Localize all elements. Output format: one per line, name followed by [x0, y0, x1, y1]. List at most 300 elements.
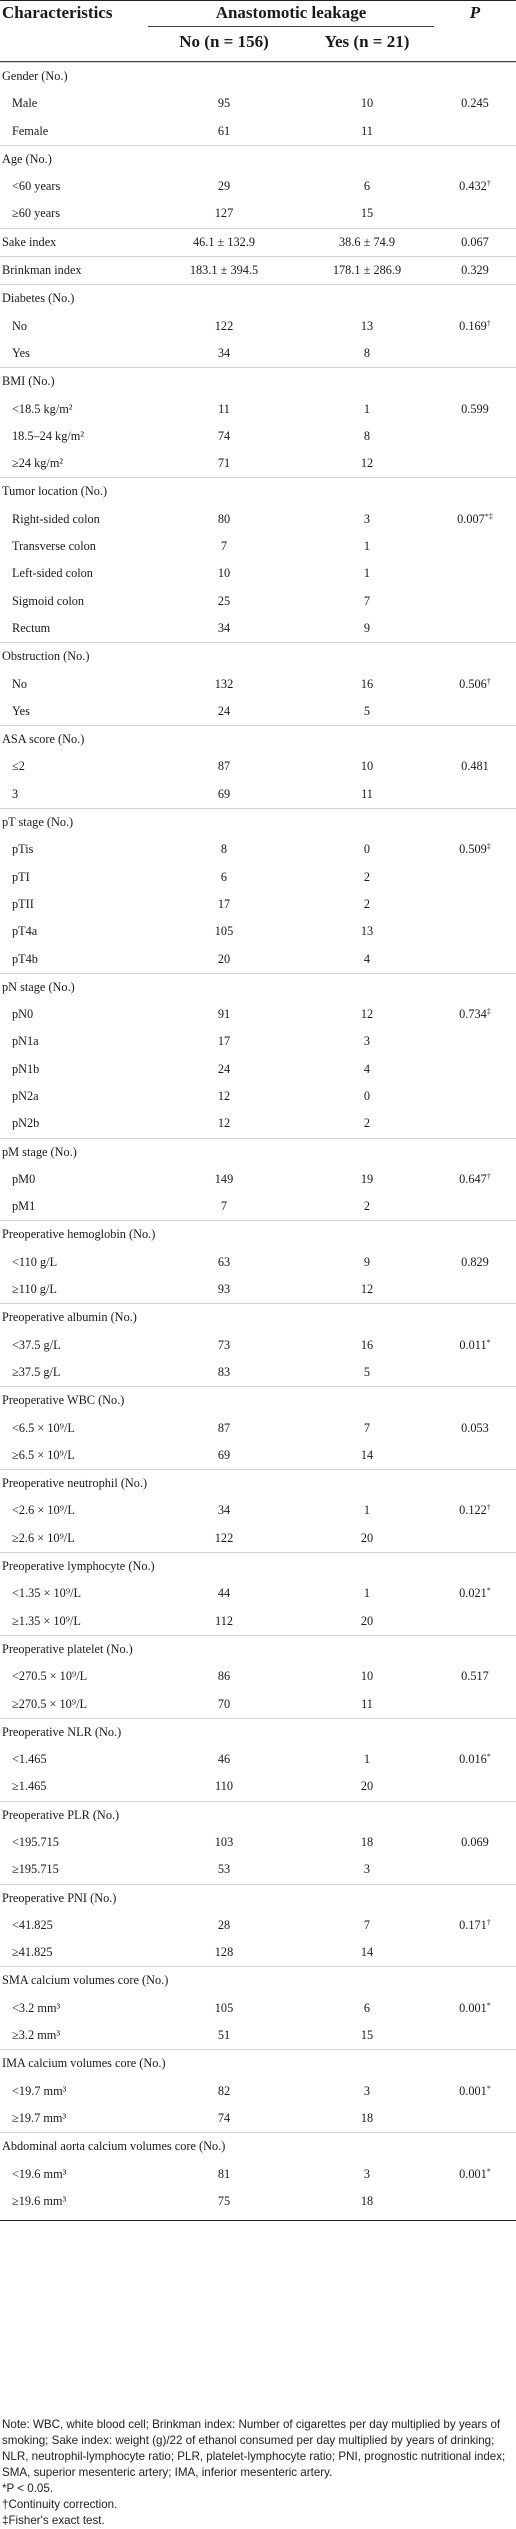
- table-row: [0, 1056, 516, 1083]
- cell-yes: 1: [363, 1586, 371, 1601]
- table-row: [0, 671, 516, 698]
- header-no: No (n = 156): [179, 32, 269, 51]
- table-row: [0, 533, 516, 560]
- table-section-row: [0, 1801, 516, 1829]
- cell-no: 28: [217, 1917, 231, 1932]
- cell-yes: 3: [363, 2166, 371, 2181]
- cell-p: [434, 1249, 516, 1276]
- cell-yes: 9: [363, 1254, 371, 1269]
- table-row: [0, 1193, 516, 1220]
- row-label: pM stage (No.): [2, 1144, 77, 1159]
- cell-no: 7: [220, 1199, 228, 1214]
- cell-yes: 13: [360, 924, 374, 939]
- footnote: †Continuity correction.: [2, 2498, 118, 2511]
- cell-no: 74: [217, 2110, 231, 2125]
- cell-p: [434, 506, 516, 533]
- table-row: [0, 1580, 516, 1607]
- table-row: [0, 1856, 516, 1883]
- cell-no: 87: [217, 759, 231, 774]
- cell-yes: 18: [360, 2193, 374, 2208]
- cell-no: 53: [217, 1862, 231, 1877]
- row-label: 3: [12, 786, 19, 801]
- cell-no: 29: [217, 179, 231, 194]
- cell-no: 80: [217, 511, 231, 526]
- p-value-footnote-mark: *: [486, 2083, 491, 2093]
- row-label: pT4b: [12, 951, 38, 966]
- cell-yes: 2: [363, 1199, 371, 1214]
- cell-no: 183.1 ± 394.5: [189, 263, 259, 278]
- cell-p: [434, 1415, 516, 1442]
- row-label: Female: [12, 123, 49, 138]
- cell-yes: 15: [360, 206, 374, 221]
- table-row: [0, 173, 516, 200]
- cell-p: [434, 1001, 516, 1028]
- table-section-row: [0, 256, 516, 284]
- cell-yes: 11: [361, 786, 373, 801]
- row-label: <18.5 kg/m²: [12, 401, 73, 416]
- p-value: 0.517: [461, 1669, 489, 1684]
- row-label: pN2a: [12, 1088, 39, 1103]
- table-section-row: [0, 1386, 516, 1414]
- cell-yes: 14: [360, 1447, 374, 1462]
- row-label: Sigmoid colon: [12, 593, 85, 608]
- p-value: 0.069: [461, 1835, 489, 1849]
- row-label: Male: [12, 96, 38, 111]
- row-label: Preoperative lymphocyte (No.): [2, 1559, 155, 1574]
- p-value: 0.011: [459, 1337, 487, 1352]
- table-row: [0, 1276, 516, 1303]
- table-row: [0, 2161, 516, 2188]
- cell-yes: 11: [361, 123, 373, 138]
- cell-no: 74: [217, 428, 231, 443]
- row-label: BMI (No.): [2, 374, 55, 389]
- p-value: 0.509: [459, 842, 487, 857]
- cell-no: 10: [217, 566, 231, 581]
- header-characteristics: Characteristics: [2, 3, 113, 22]
- cell-p: [434, 1746, 516, 1773]
- cell-yes: 5: [363, 1364, 371, 1379]
- table-header: [0, 0, 516, 62]
- cell-p: [434, 1166, 516, 1193]
- row-label: ≥195.715: [12, 1862, 59, 1877]
- cell-yes: 4: [363, 951, 371, 966]
- cell-p: [434, 1580, 516, 1607]
- p-value: 0.599: [461, 401, 489, 416]
- row-label: Preoperative NLR (No.): [2, 1724, 122, 1739]
- cell-yes: 3: [363, 2083, 371, 2098]
- cell-no: 110: [215, 1779, 233, 1794]
- cell-yes: 2: [363, 1116, 371, 1131]
- table-section-row: [0, 1220, 516, 1248]
- row-label: <270.5 × 10⁹/L: [12, 1669, 88, 1684]
- header-group-anastomotic-leakage: Anastomotic leakage: [215, 3, 367, 22]
- row-label: ≥6.5 × 10⁹/L: [12, 1447, 75, 1462]
- row-label: ≥19.6 mm³: [12, 2193, 67, 2208]
- p-value-footnote-mark: †: [486, 1917, 491, 1927]
- cell-yes: 8: [363, 345, 371, 360]
- table-row: [0, 918, 516, 945]
- table-row: [0, 698, 516, 725]
- cell-no: 86: [217, 1669, 231, 1684]
- row-label: pM0: [12, 1171, 36, 1186]
- table-row: [0, 753, 516, 780]
- p-value-footnote-mark: †: [486, 318, 491, 328]
- table-section-row: [0, 1469, 516, 1497]
- cell-p: [434, 836, 516, 863]
- row-label: pN1a: [12, 1034, 39, 1049]
- cell-yes: 18: [360, 2110, 374, 2125]
- p-value: 0.171: [459, 1917, 487, 1932]
- cell-yes: 7: [363, 1917, 371, 1932]
- table-row: [0, 1249, 516, 1276]
- cell-p: [434, 1829, 516, 1856]
- cell-p: [434, 753, 516, 780]
- row-label: ≥110 g/L: [12, 1282, 57, 1297]
- p-value: 0.001: [459, 2083, 487, 2098]
- p-value: 0.001: [459, 2000, 487, 2015]
- cell-no: 34: [217, 1503, 231, 1518]
- row-label: No: [12, 676, 28, 691]
- row-label: <41.825: [12, 1917, 53, 1932]
- row-label: Preoperative PLR (No.): [2, 1807, 120, 1822]
- table-row: [0, 1332, 516, 1359]
- row-label: <60 years: [12, 179, 61, 194]
- table-row: [0, 1746, 516, 1773]
- cell-p: [434, 1497, 516, 1524]
- row-label: pTI: [12, 869, 30, 884]
- table-row: [0, 506, 516, 533]
- row-label: <1.465: [12, 1752, 47, 1767]
- cell-yes: 18: [360, 1835, 374, 1849]
- cell-p: [434, 2161, 516, 2188]
- p-value: 0.053: [461, 1420, 489, 1435]
- row-label: Preoperative PNI (No.): [2, 1890, 117, 1905]
- p-value-footnote-mark: *: [486, 1586, 491, 1596]
- cell-yes: 3: [363, 1862, 371, 1877]
- table-row: [0, 1028, 516, 1055]
- cell-no: 83: [217, 1364, 231, 1379]
- table-row: [0, 2188, 516, 2215]
- cell-yes: 12: [360, 1007, 374, 1022]
- cell-yes: 10: [360, 759, 374, 774]
- table-section-row: [0, 1966, 516, 1994]
- table-row: [0, 1691, 516, 1718]
- table-row: [0, 1663, 516, 1690]
- table-bottom-rule: [0, 2220, 516, 2221]
- row-label: Left-sided colon: [12, 566, 93, 581]
- cell-p: [434, 396, 516, 423]
- cell-yes: 4: [363, 1061, 371, 1076]
- cell-p: [434, 229, 516, 256]
- table-section-row: [0, 284, 516, 312]
- cell-no: 128: [214, 1945, 234, 1960]
- table-section-row: [0, 228, 516, 256]
- table-section-row: [0, 1303, 516, 1331]
- row-label: ≥2.6 × 10⁹/L: [12, 1530, 75, 1545]
- row-label: ≥1.35 × 10⁹/L: [12, 1613, 81, 1628]
- cell-p: [434, 1995, 516, 2022]
- cell-no: 63: [217, 1254, 231, 1269]
- cell-no: 46.1 ± 132.9: [192, 234, 256, 249]
- cell-no: 87: [217, 1420, 231, 1435]
- table-row: [0, 118, 516, 145]
- cell-yes: 6: [363, 2000, 371, 2015]
- table-row: [0, 1083, 516, 1110]
- cell-no: 7: [220, 539, 228, 554]
- p-value-footnote-mark: †: [486, 1171, 491, 1181]
- row-label: pM1: [12, 1199, 36, 1214]
- p-value-footnote-mark: *: [486, 1752, 491, 1762]
- cell-no: 103: [214, 1835, 234, 1849]
- cell-yes: 3: [363, 1034, 371, 1049]
- cell-no: 122: [214, 1530, 234, 1545]
- cell-yes: 5: [363, 703, 371, 718]
- row-label: pT stage (No.): [2, 815, 74, 830]
- cell-yes: 178.1 ± 286.9: [332, 263, 402, 278]
- table-row: [0, 836, 516, 863]
- row-label: pN1b: [12, 1061, 40, 1076]
- row-label: Brinkman index: [2, 263, 82, 278]
- table-row: [0, 864, 516, 891]
- cell-no: 12: [217, 1088, 231, 1103]
- cell-no: 81: [217, 2166, 231, 2181]
- row-label: <6.5 × 10⁹/L: [12, 1420, 75, 1435]
- cell-p: [434, 1332, 516, 1359]
- cell-yes: 15: [360, 2028, 374, 2043]
- table-row: [0, 2022, 516, 2049]
- table-row: [0, 313, 516, 340]
- table-row: [0, 1525, 516, 1552]
- table-row: [0, 1442, 516, 1469]
- p-value-footnote-mark: †: [486, 179, 491, 189]
- cell-yes: 0: [363, 842, 371, 857]
- row-label: Gender (No.): [2, 69, 68, 83]
- table-section-row: [0, 1552, 516, 1580]
- row-label: <110 g/L: [12, 1254, 58, 1269]
- table-row: [0, 1497, 516, 1524]
- cell-yes: 12: [360, 456, 374, 471]
- row-label: <37.5 g/L: [12, 1337, 61, 1352]
- row-label: Tumor location (No.): [2, 484, 108, 499]
- row-label: Sake index: [2, 234, 57, 249]
- cell-no: 11: [218, 401, 230, 416]
- table-row: [0, 1995, 516, 2022]
- table-section-row: [0, 1718, 516, 1746]
- row-label: pT4a: [12, 924, 38, 939]
- cell-yes: 14: [360, 1945, 374, 1960]
- cell-p: [434, 671, 516, 698]
- row-label: ≥60 years: [12, 206, 61, 221]
- row-label: pN stage (No.): [2, 979, 75, 994]
- table-row: [0, 1829, 516, 1856]
- row-label: <19.6 mm³: [12, 2166, 67, 2181]
- header-p: P: [469, 3, 481, 22]
- table-row: [0, 891, 516, 918]
- cell-no: 34: [217, 345, 231, 360]
- cell-yes: 2: [363, 869, 371, 884]
- cell-no: 61: [217, 123, 231, 138]
- table-section-row: [0, 808, 516, 836]
- cell-p: [434, 257, 516, 284]
- row-label: Yes: [12, 703, 30, 718]
- cell-yes: 11: [361, 1696, 373, 1711]
- table-section-row: [0, 1138, 516, 1166]
- cell-no: 69: [217, 1447, 231, 1462]
- cell-yes: 20: [360, 1779, 374, 1794]
- table-row: [0, 340, 516, 367]
- cell-yes: 16: [360, 676, 374, 691]
- cell-yes: 20: [360, 1530, 374, 1545]
- row-label: Obstruction (No.): [2, 649, 90, 664]
- row-label: IMA calcium volumes core (No.): [2, 2056, 166, 2071]
- row-label: 18.5–24 kg/m²: [12, 428, 85, 443]
- row-label: Age (No.): [2, 151, 52, 166]
- cell-no: 51: [217, 2028, 231, 2043]
- table-section-row: [0, 642, 516, 670]
- cell-no: 8: [220, 842, 228, 857]
- p-value: 0.647: [459, 1171, 487, 1186]
- row-label: ≥3.2 mm³: [12, 2028, 61, 2043]
- cell-yes: 10: [360, 96, 374, 111]
- cell-no: 69: [217, 786, 231, 801]
- row-label: ≥41.825: [12, 1945, 53, 1960]
- table-section-row: [0, 725, 516, 753]
- row-label: <3.2 mm³: [12, 2000, 61, 2015]
- table-row: [0, 2078, 516, 2105]
- cell-no: 34: [217, 620, 231, 635]
- table-row: [0, 450, 516, 477]
- p-value: 0.067: [461, 234, 489, 249]
- p-value-footnote-mark: *: [486, 1337, 491, 1347]
- row-label: Abdominal aorta calcium volumes core (No.): [2, 2139, 226, 2154]
- cell-yes: 7: [363, 593, 371, 608]
- row-label: <19.7 mm³: [12, 2083, 67, 2098]
- table-row: [0, 2105, 516, 2132]
- p-value-footnote-mark: *: [486, 2166, 491, 2176]
- cell-p: [434, 1912, 516, 1939]
- table-row: [0, 588, 516, 615]
- p-value: 0.007: [457, 511, 485, 526]
- table-row: [0, 1110, 516, 1137]
- p-value-footnote-mark: †: [486, 1503, 491, 1513]
- table-row: [0, 1773, 516, 1800]
- table-section-row: [0, 973, 516, 1001]
- cell-no: 95: [217, 96, 231, 111]
- table-row: [0, 1939, 516, 1966]
- row-label: pTis: [12, 842, 34, 857]
- footnote: ‡Fisher's exact test.: [2, 2514, 105, 2527]
- table-row: [0, 200, 516, 227]
- p-value: 0.001: [459, 2166, 487, 2181]
- cell-no: 24: [217, 1061, 231, 1076]
- cell-p: [434, 313, 516, 340]
- cell-p: [434, 2078, 516, 2105]
- table-row: [0, 1415, 516, 1442]
- p-value: 0.021: [459, 1586, 487, 1601]
- cell-no: 75: [217, 2193, 231, 2208]
- cell-no: 17: [217, 896, 231, 911]
- cell-yes: 20: [360, 1613, 374, 1628]
- cell-no: 122: [214, 318, 234, 333]
- p-value: 0.329: [461, 263, 489, 278]
- table-row: [0, 1912, 516, 1939]
- cell-no: 70: [217, 1696, 231, 1711]
- table-section-row: [0, 2049, 516, 2077]
- cell-yes: 3: [363, 511, 371, 526]
- p-value-footnote-mark: ‡: [486, 1007, 491, 1017]
- row-label: pN0: [12, 1007, 34, 1022]
- row-label: ≥270.5 × 10⁹/L: [12, 1696, 88, 1711]
- cell-no: 149: [214, 1171, 234, 1186]
- cell-no: 127: [214, 206, 234, 221]
- cell-yes: 19: [360, 1171, 374, 1186]
- p-value: 0.245: [461, 96, 489, 111]
- row-label: SMA calcium volumes core (No.): [2, 1973, 169, 1988]
- p-value: 0.016: [459, 1752, 487, 1767]
- row-label: Preoperative WBC (No.): [2, 1393, 125, 1408]
- cell-no: 12: [217, 1116, 231, 1131]
- cell-yes: 1: [363, 401, 371, 416]
- row-label: Preoperative platelet (No.): [2, 1641, 133, 1656]
- cell-yes: 1: [363, 1752, 371, 1767]
- cell-no: 105: [214, 2000, 234, 2015]
- cell-no: 105: [214, 924, 234, 939]
- cell-no: 82: [217, 2083, 231, 2098]
- cell-yes: 10: [360, 1669, 374, 1684]
- header-yes: Yes (n = 21): [324, 32, 410, 51]
- p-value-footnote-mark: ‡: [486, 842, 491, 852]
- row-label: Preoperative neutrophil (No.): [2, 1476, 148, 1491]
- row-label: Preoperative albumin (No.): [2, 1310, 137, 1325]
- cell-no: 17: [217, 1034, 231, 1049]
- table-notes: [2, 2417, 512, 2529]
- table-row: [0, 1001, 516, 1028]
- table-section-row: [0, 62, 516, 90]
- row-label: Yes: [12, 345, 30, 360]
- table-row: [0, 396, 516, 423]
- table-row: [0, 1359, 516, 1386]
- cell-yes: 1: [363, 539, 371, 554]
- row-label: <2.6 × 10⁹/L: [12, 1503, 75, 1518]
- cell-no: 44: [217, 1586, 231, 1601]
- row-label: Transverse colon: [12, 539, 96, 554]
- cell-yes: 13: [360, 318, 374, 333]
- cell-no: 132: [214, 676, 234, 691]
- table-section-row: [0, 477, 516, 505]
- cell-no: 20: [217, 951, 231, 966]
- cell-no: 25: [217, 593, 231, 608]
- row-label: ASA score (No.): [2, 732, 85, 747]
- row-label: Preoperative hemoglobin (No.): [2, 1227, 156, 1242]
- table-section-row: [0, 1884, 516, 1912]
- table-section-row: [0, 2132, 516, 2160]
- cell-no: 6: [220, 869, 228, 884]
- row-label: <1.35 × 10⁹/L: [12, 1586, 82, 1601]
- row-label: pN2b: [12, 1116, 40, 1131]
- row-label: ≥24 kg/m²: [12, 456, 64, 471]
- cell-no: 93: [217, 1282, 231, 1297]
- p-value-footnote-mark: *: [486, 2000, 491, 2010]
- row-label: ≤2: [12, 759, 25, 774]
- table-row: [0, 423, 516, 450]
- cell-yes: 7: [363, 1420, 371, 1435]
- row-label: Rectum: [12, 620, 51, 635]
- p-value: 0.432: [459, 179, 487, 194]
- p-value-footnote-mark: *‡: [484, 511, 493, 521]
- cell-yes: 0: [363, 1088, 371, 1103]
- cell-yes: 1: [363, 1503, 371, 1518]
- p-value: 0.169: [459, 318, 487, 333]
